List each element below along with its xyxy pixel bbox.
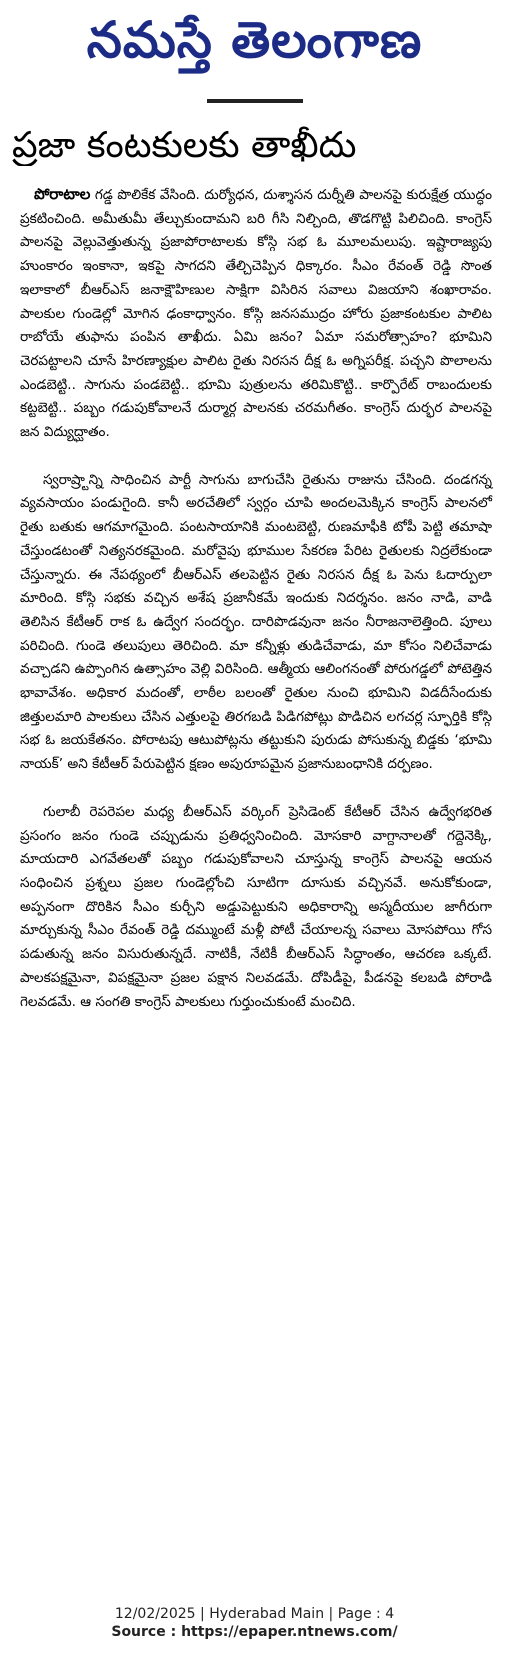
article-headline: ప్రజా కంటకులకు తాఖీదు <box>12 125 357 166</box>
masthead-divider <box>207 99 303 103</box>
paragraph-1-text: గడ్డ పొలికేక వేసింది. దుర్యోధన, దుశ్శాసన దుర్నీతి పాలనపై కురుక్షేత్ర యుద్ధం ప్రకటించింది. అమీతుమీ తేల్చుకుందామని బరి గీసి నిల్చింది, తొడగొట్టి పిలిచింది. కాంగ్రెస్ పాలనపై వెల్లువెత్తుతున్న ప్రజాపోరాటాలకు కోస్గి సభ ఓ మూలమలుపు. ఇష్టారాజ్యపు హుంకారం ఇంకానా, ఇకపై సాగదని తేల్చిచెప్పిన ధిక్కారం. సీఎం రేవంత్ రెడ్డి సొంత ఇలాకాలో బీఆర్ఎస్ జనాక్షౌహిణుల సాక్షిగా విసిరిన సవాలు విజయాని శంఖారావం. పాలకుల గుండెల్లో మోగిన ఢంకాధ్వానం. కోస్గి జనసముద్రం హోరు ప్రజాకంటకుల పాలిట రాబోయే తుఫాను పంపిన తాఖీదు. ఏమి జనం? ఏమా సమరోత్సాహం? భూమిని చెరపట్టాలని చూసే హిరణ్యాక్షుల పాలిట రైతు నిరసన దీక్ష ఓ అగ్నిపరీక్ష. పచ్చని పొలాలను ఎండబెట్టి.. సాగును పండబెట్టి.. భూమి పుత్రులను తరిమికొట్టి.. కార్పొరేట్ రాబందులకు కట్టబెట్టి.. పబ్బం గడుపుకోవాలనే దుర్మార్గ పాలనకు చరమగీతం. కాంగ్రెస్ దుర్భర పాలనపై జన విద్యుద్ఘాతం. <box>20 187 492 441</box>
lead-word: పోరాటాల <box>34 185 91 203</box>
article-paragraph-3: గులాబీ రెపరెపల మధ్య బీఆర్ఎస్ వర్కింగ్ ప్రెసిడెంట్ కేటీఆర్ చేసిన ఉద్వేగభరిత ప్రసంగం జనం గుండె చప్పుడును ప్రతిధ్వనించింది. మోసకారి వాగ్దానాలతో గద్దెనెక్కి, మాయదారి ఎగవేతలతో పబ్బం గడుపుకోవాలని చూస్తున్న కాంగ్రెస్ పాలనపై ఆయన సంధించిన ప్రశ్నలు ప్రజల గుండెల్లోంచి సూటిగా దూసుకు వచ్చినవే. అనుకోకుండా, అప్పనంగా దొరికిన సీఎం కుర్చీని అడ్డుపెట్టుకుని అధికారాన్ని అస్మదీయుల జాగీరుగా మార్చుకున్న సీఎం రేవంత్ రెడ్డి దమ్ముంటే మళ్లీ పోటీ చేయాలన్న సవాలు మోసపోయి గోస పడుతున్న జనం విసురుతున్నదే. నాటికీ, నేటికీ బీఆర్ఎస్ సిద్ధాంతం, ఆచరణ ఒక్కటే. పాలకపక్షమైనా, విపక్షమైనా ప్రజల పక్షాన నిలవడమే. దోపిడీపై, పీడనపై కలబడి పోరాడి గెలవడమే. ఆ సంగతి కాంగ్రెస్ పాలకులు గుర్తుంచుకుంటే మంచిది. <box>20 803 492 1010</box>
page-footer <box>0 1605 509 1641</box>
article-paragraph-2: స్వరాష్ర్టాన్ని సాధించిన పార్టీ సాగును బాగుచేసి రైతును రాజును చేసింది. దండగన్న వ్యవసాయం పండుగైంది. కానీ అరచేతిలో స్వర్గం చూపి అందలమెక్కిన కాంగ్రెస్ పాలనలో రైతు బతుకు ఆగమాగమైంది. పంటసాయానికి మంటబెట్టి, రుణమాఫీకి టోపీ పెట్టి తమాషా చేస్తుండటంతో నిత్యనరకమైంది. మరోవైపు భూముల సేకరణ పేరిట రైతులకు నిద్రలేకుండా చేస్తున్నారు. ఈ నేపథ్యంలో బీఆర్ఎస్ తలపెట్టిన రైతు నిరసన దీక్ష ఓ పెను ఓదార్పులా మారింది. కోస్గి సభకు వచ్చిన అశేష ప్రజానీకమే ఇందుకు నిదర్శనం. జనం నాడి, వాడి తెలిసిన కేటీఆర్ రాక ఓ ఉద్వేగ సందర్భం. దారిపొడవునా జనం నీరాజనాలెత్తింది. పూలు పరిచింది. గుండె తలుపులు తెరిచింది. మా కన్నీళ్లు తుడిచేవాడు, మా కోసం నిలిచేవాడు వచ్చాడని ఉప్పొంగిన ఉత్సాహం వెల్లి విరిసింది. ఆత్మీయ ఆలింగనంతో పోరుగడ్డలో పోటెత్తిన భావావేశం. అధికార మదంతో, లాఠీల బలంతో రైతుల నుంచి భూమిని విడదీసేందుకు జిత్తులమారి పాలకులు చేసిన ఎత్తులపై తిరగబడి పిడిగపోట్లు పొడిచిన లగచర్ల స్ఫూర్తికి కోస్గి సభ ఓ జయకేతనం. పోరాటపు ఆటుపోట్లను తట్టుకుని పురుడు పోసుకున్న బిడ్డకు ‘భూమి నాయక్’ అని కేటీఆర్ పేరుపెట్టిన క్షణం అపురూపమైన ప్రజానుబంధానికి దర్పణం. <box>20 471 492 773</box>
footer-source: Source : https://epaper.ntnews.com/ <box>111 1624 398 1640</box>
footer-date-edition: 12/02/2025 | Hyderabad Main | Page : 4 <box>114 1606 395 1622</box>
article-paragraph-1 <box>20 183 492 445</box>
article-body <box>20 183 492 1038</box>
newspaper-masthead <box>0 0 509 80</box>
masthead-logo-text: నమస్తే తెలంగాణ <box>86 11 423 69</box>
